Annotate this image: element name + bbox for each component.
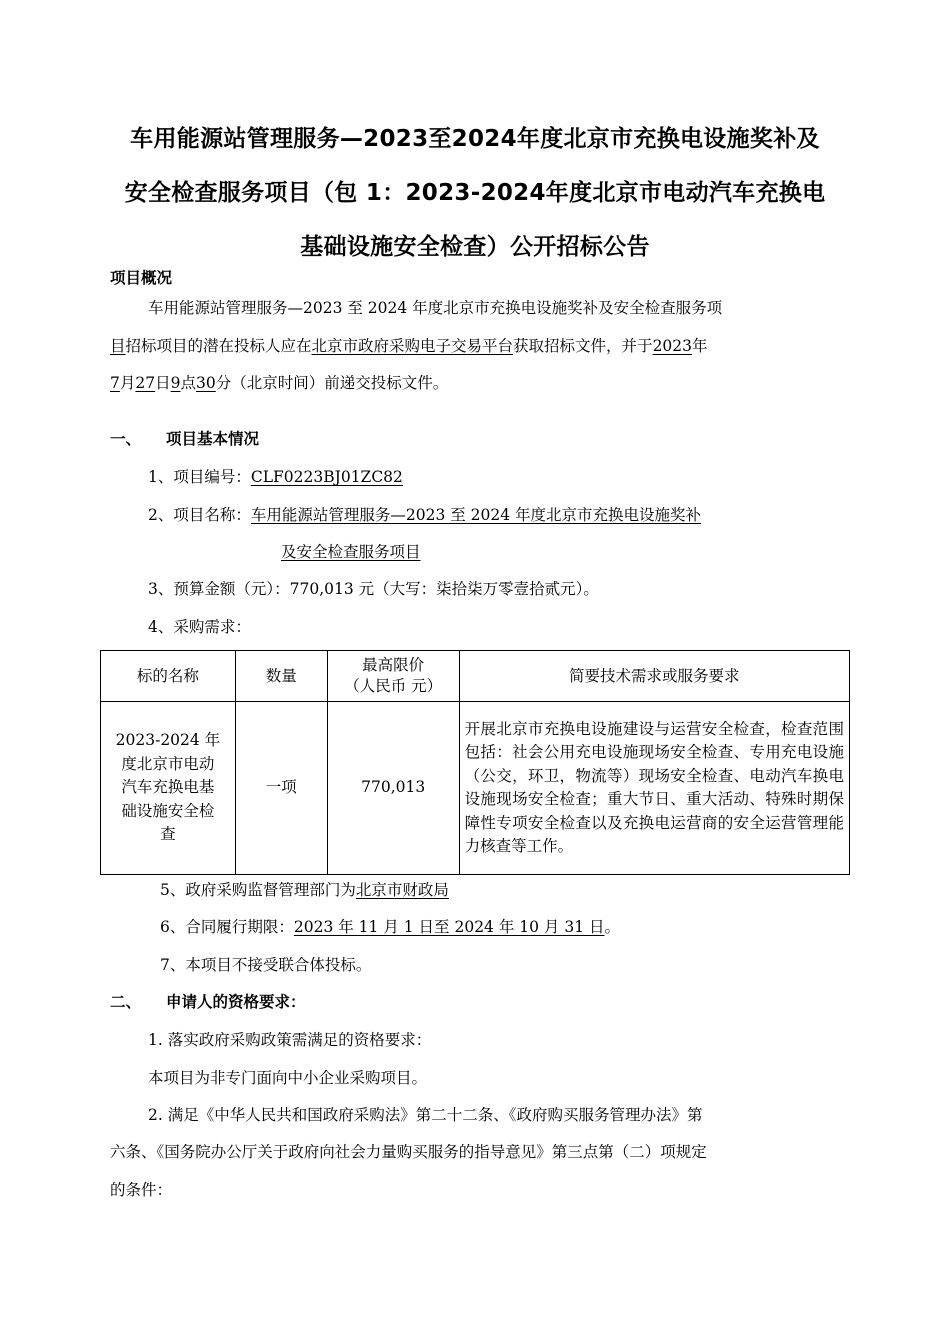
contract-term-value: 2023 年 11 月 1 日至 2024 年 10 月 31 日 (293, 918, 605, 936)
qualification-item-2-line-3: 的条件： (110, 1181, 173, 1199)
deadline-year: 2023 (652, 337, 693, 355)
header-item-name: 标的名称 (101, 651, 236, 702)
title-line-2: 安全检查服务项目（包 1：2023-2024年度北京市电动汽车充换电 (124, 180, 826, 206)
supervision-value: 北京市财政局 (355, 881, 449, 899)
section-1-number: 一、 (110, 430, 142, 448)
cell-max-price: 770,013 (327, 702, 459, 875)
overview-line-3 (110, 373, 448, 393)
deadline-minute: 30 (196, 374, 216, 392)
notice-title (100, 112, 850, 274)
deadline-hour: 9 (170, 374, 181, 392)
overview-line-1: 车用能源站管理服务—2023 至 2024 年度北京市充换电设施奖补及安全检查服务项 (148, 299, 723, 317)
qualification-item-2-line-1: 2. 满足《中华人民共和国政府采购法》第二十二条、《政府购买服务管理办法》第 (148, 1106, 703, 1124)
item-name-line: 2023-2024 年 (115, 731, 221, 750)
cell-quantity: 一项 (235, 702, 327, 875)
project-name-label: 2、项目名称： (148, 506, 251, 524)
table-header-row (101, 651, 850, 702)
supervision-item (160, 880, 449, 900)
section-2-number: 二、 (110, 993, 142, 1011)
day-unit: 日 (155, 374, 171, 392)
overview-line-2-part-b: 招标项目的潜在投标人应在 (125, 337, 312, 355)
project-name-line-2 (281, 542, 421, 562)
qualification-item-1: 1. 落实政府采购政策需满足的资格要求： (148, 1031, 432, 1049)
project-number-value: CLF0223BJ01ZC82 (250, 468, 403, 486)
item-name-line: 础设施安全检 (121, 801, 215, 820)
hour-unit: 点 (180, 374, 197, 392)
header-max-price-line-1: 最高限价 (362, 656, 425, 674)
item-name-line: 度北京市电动 (121, 754, 215, 773)
qualification-item-2-line-2: 六条、《国务院办公厅关于政府向社会力量购买服务的指导意见》第三点第（二）项规定 (110, 1143, 707, 1161)
contract-term-label: 6、合同履行期限： (160, 918, 294, 936)
contract-term-item (160, 917, 620, 937)
header-quantity: 数量 (235, 651, 327, 702)
overview-line-2-part-a: 目 (110, 337, 126, 355)
cell-requirements: 开展北京市充换电设施建设与运营安全检查，检查范围包括：社会公用充电设施现场安全检查、专用充电设施（公交，环卫，物流等）现场安全检查、电动汽车换电设施现场安全检查；重大节日、重大活动、特殊时期保障性专项安全检查以及充换电运营商的安全运营管理能力核查等工作。 (459, 702, 849, 875)
overview-heading: 项目概况 (110, 269, 173, 287)
month-unit: 月 (119, 374, 136, 392)
qualification-item-1-text: 本项目为非专门面向中小企业采购项目。 (148, 1069, 428, 1087)
project-number-item (148, 467, 403, 487)
project-name-value: 车用能源站管理服务—2023 至 2024 年度北京市充换电设施奖补 (250, 506, 702, 524)
overview-line-3-end: 分（北京时间）前递交投标文件。 (215, 374, 449, 392)
header-max-price (327, 651, 459, 702)
table-row (101, 702, 850, 875)
overview-line-2-part-d: 获取招标文件，并于 (513, 337, 653, 355)
requirements-table (100, 650, 850, 875)
budget-item: 3、预算金额（元）：770,013 元（大写：柒拾柒万零壹拾贰元）。 (148, 580, 599, 598)
procurement-needs-item: 4、采购需求： (148, 618, 251, 636)
title-line-3: 基础设施安全检查）公开招标公告 (300, 234, 650, 260)
project-name-value-2: 及安全检查服务项目 (281, 543, 421, 561)
consortium-item: 7、本项目不接受联合体投标。 (160, 956, 372, 974)
contract-term-end: 。 (604, 918, 621, 936)
title-line-1: 车用能源站管理服务—2023至2024年度北京市充换电设施奖补及 (130, 126, 820, 152)
trading-platform-link[interactable]: 北京市政府采购电子交易平台 (311, 337, 514, 355)
supervision-label: 5、政府采购监督管理部门为 (160, 881, 356, 899)
deadline-month: 7 (110, 374, 120, 392)
item-name-line: 查 (160, 825, 176, 844)
section-1-heading: 项目基本情况 (166, 430, 260, 448)
deadline-day: 27 (135, 374, 156, 392)
header-requirements: 简要技术需求或服务要求 (459, 651, 849, 702)
project-number-label: 1、项目编号： (148, 468, 251, 486)
section-2-heading: 申请人的资格要求： (166, 993, 306, 1011)
project-name-item (148, 505, 701, 525)
header-max-price-line-2: （人民币 元） (344, 677, 443, 695)
item-name-line: 汽车充换电基 (121, 778, 215, 797)
overview-line-2-part-f: 年 (692, 337, 708, 355)
overview-line-2 (110, 336, 708, 356)
cell-item-name (101, 702, 236, 875)
